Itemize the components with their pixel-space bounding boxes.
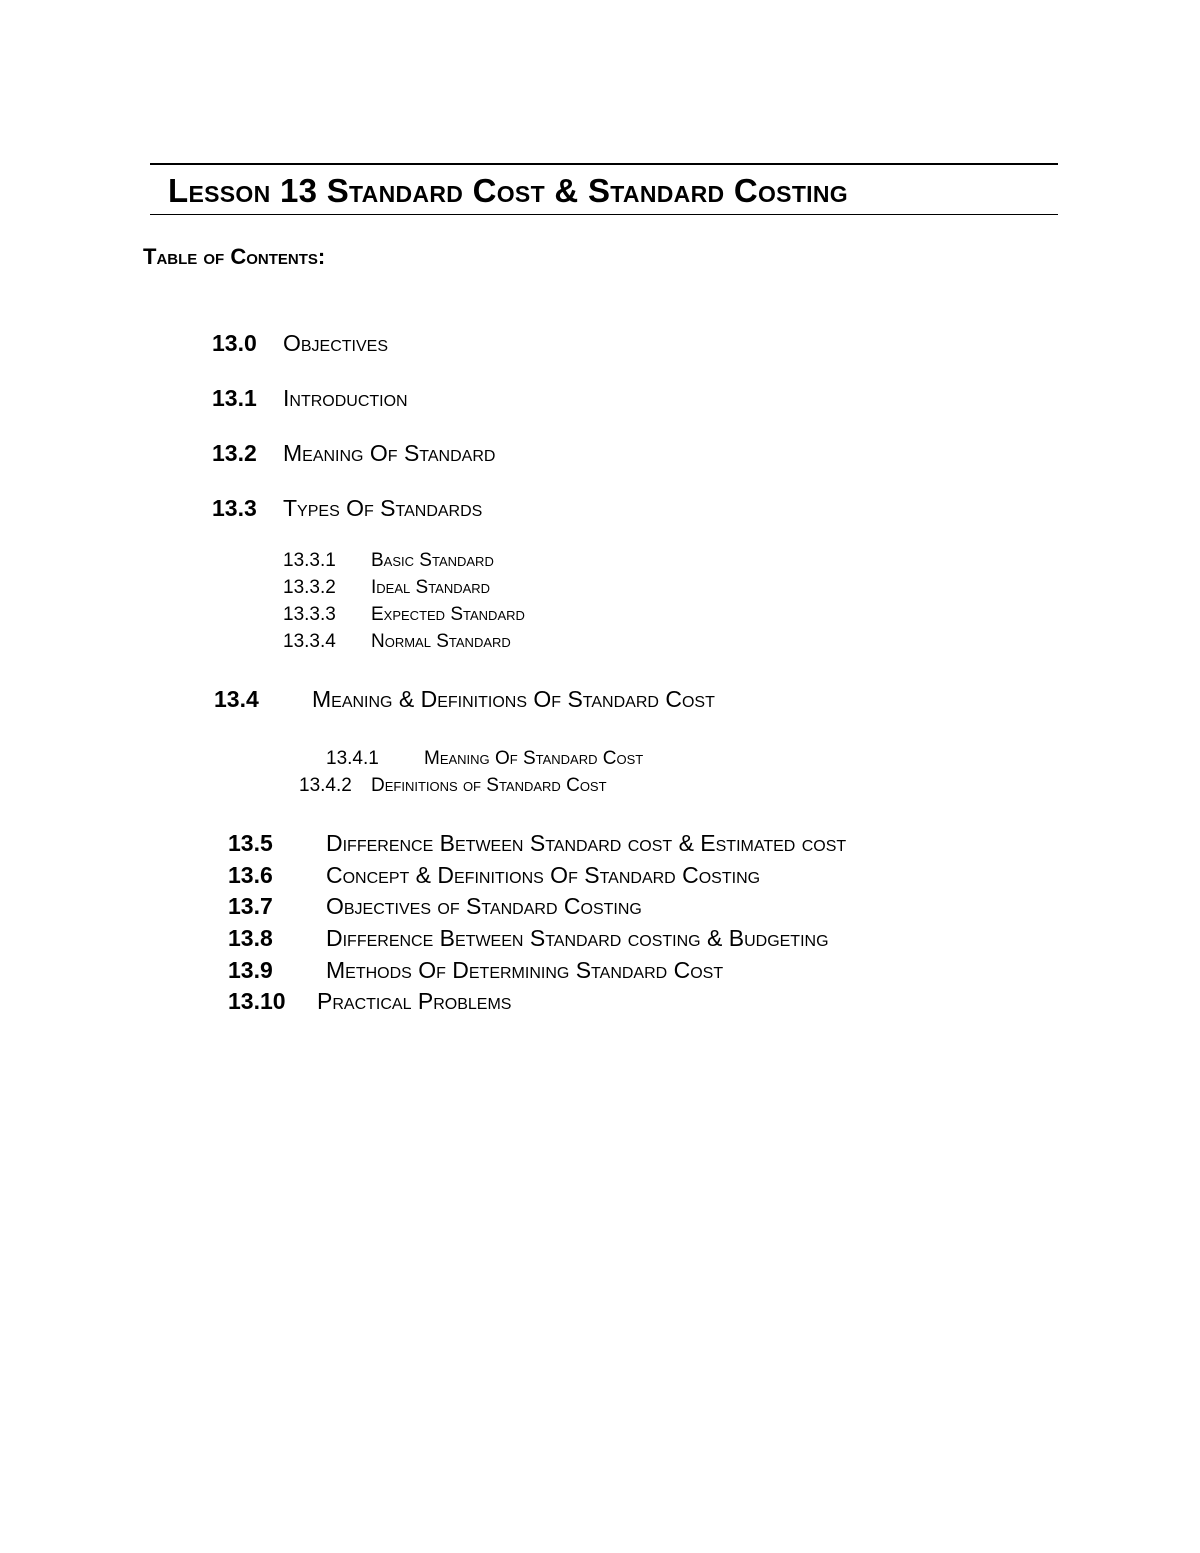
- toc-subentry-label: Basic Standard: [371, 550, 494, 571]
- toc-entry-number: 13.0: [212, 330, 257, 356]
- toc-entry-number: 13.5: [228, 830, 273, 856]
- toc-subentry-label: Ideal Standard: [371, 577, 491, 598]
- toc-entry-label: Meaning Of Standard: [283, 440, 496, 466]
- toc-entry-13-2: [212, 440, 257, 467]
- toc-subentry-number: 13.4.1: [326, 748, 379, 769]
- toc-entry-number: 13.3: [212, 495, 257, 521]
- toc-subentry-number: 13.3.2: [283, 577, 336, 598]
- toc-entry-13-4: [214, 686, 259, 713]
- toc-entry-label: Objectives: [283, 330, 389, 356]
- toc-entry-number: 13.1: [212, 385, 257, 411]
- toc-entry-13-3: [212, 495, 257, 522]
- toc-entry-label: Types Of Standards: [283, 495, 483, 521]
- toc-entry-number: 13.7: [228, 893, 273, 919]
- toc-subentry-label: Definitions of Standard Cost: [371, 775, 607, 796]
- toc-entry-number: 13.10: [228, 988, 286, 1014]
- toc-subentry-label: Normal Standard: [371, 631, 511, 652]
- toc-entry-label: Practical Problems: [317, 988, 512, 1014]
- toc-heading: Table of Contents:: [143, 244, 326, 269]
- toc-entry-13-5: [228, 830, 273, 857]
- toc-entry-number: 13.4: [214, 686, 259, 712]
- toc-entry-13-8: [228, 925, 273, 952]
- toc-entry-number: 13.2: [212, 440, 257, 466]
- toc-subentry-number: 13.4.2: [299, 775, 352, 796]
- toc-entry-label: Methods Of Determining Standard Cost: [326, 957, 724, 983]
- toc-entry-13-6: [228, 862, 273, 889]
- toc-entry-number: 13.6: [228, 862, 273, 888]
- toc-entry-label: Difference Between Standard costing & Budgeting: [326, 925, 829, 951]
- lesson-title: Lesson 13 Standard Cost & Standard Costing: [168, 172, 848, 209]
- toc-entry-13-7: [228, 893, 273, 920]
- toc-entry-label: Introduction: [283, 385, 408, 411]
- toc-entry-label: Concept & Definitions Of Standard Costing: [326, 862, 761, 888]
- toc-entry-13-1: [212, 385, 257, 412]
- toc-subentry-label: Expected Standard: [371, 604, 525, 625]
- toc-subentry-number: 13.3.1: [283, 550, 336, 571]
- title-bottom-rule: [150, 214, 1058, 215]
- toc-subentry-label: Meaning Of Standard Cost: [424, 748, 644, 769]
- toc-entry-13-9: [228, 957, 273, 984]
- toc-entry-label: Meaning & Definitions Of Standard Cost: [312, 686, 715, 712]
- toc-subentry-number: 13.3.3: [283, 604, 336, 625]
- toc-entry-label: Objectives of Standard Costing: [326, 893, 642, 919]
- toc-subentry-number: 13.3.4: [283, 631, 336, 652]
- toc-entry-label: Difference Between Standard cost & Estimated cost: [326, 830, 847, 856]
- title-top-rule: [150, 163, 1058, 165]
- toc-entry-number: 13.8: [228, 925, 273, 951]
- toc-entry-13-10: [228, 988, 286, 1015]
- toc-entry-number: 13.9: [228, 957, 273, 983]
